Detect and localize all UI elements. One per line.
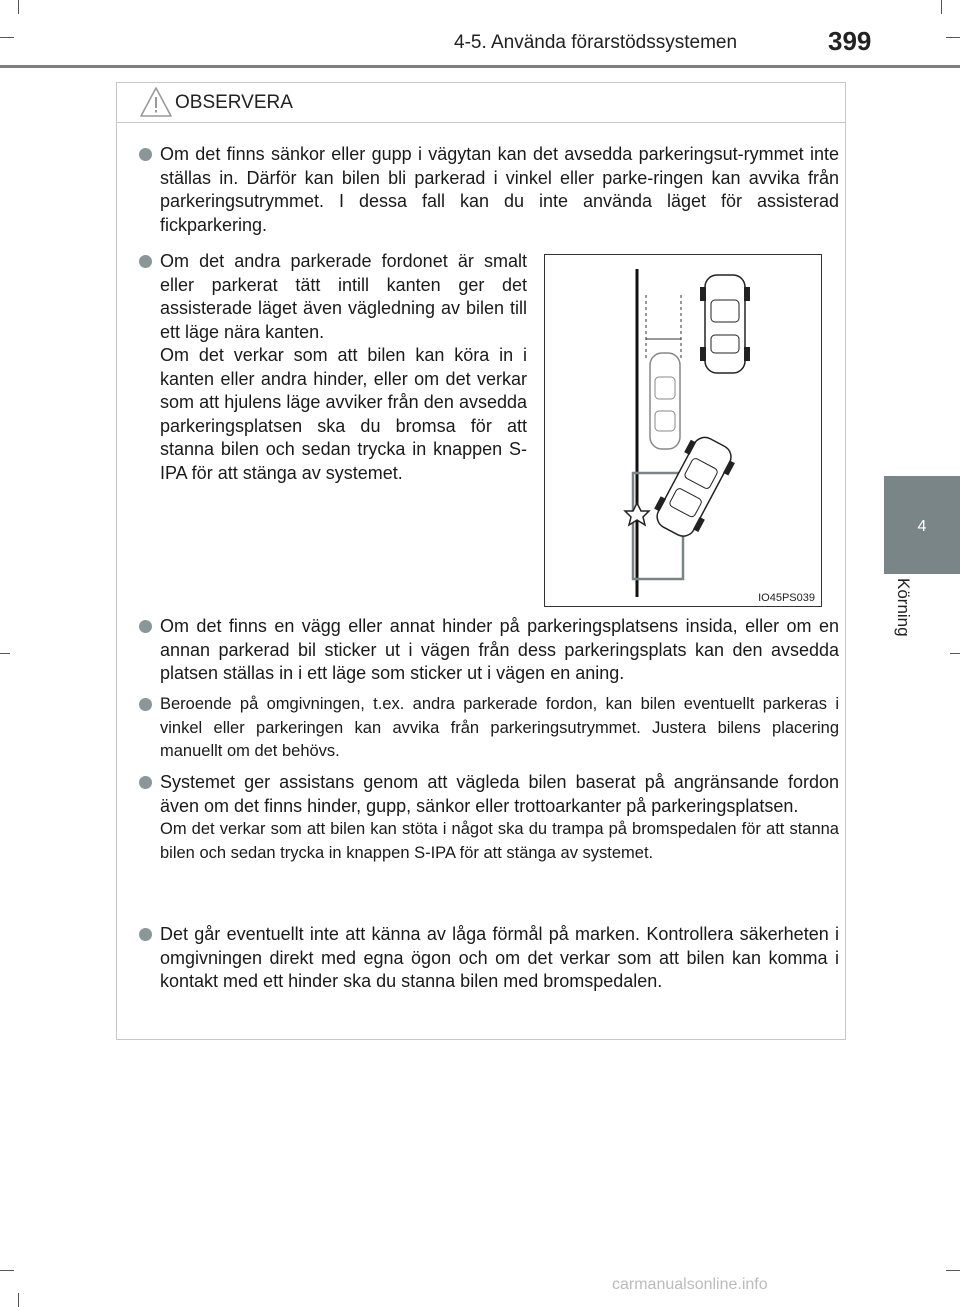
crop-mark	[950, 653, 960, 654]
bullet-icon	[139, 620, 152, 633]
notice-item	[139, 250, 527, 485]
crop-mark	[18, 0, 19, 14]
notice-item	[139, 143, 839, 237]
warning-triangle-icon	[139, 86, 173, 118]
bullet-icon	[139, 698, 152, 711]
crop-mark	[18, 1293, 19, 1307]
chapter-label: Körning	[894, 578, 913, 637]
notice-paragraph: Om det verkar som att bilen kan köra in i kanten eller andra hinder, eller om det verkar som att hjulens läge avviker från den avsedda parkeringsplatsen ska du bromsa för att stanna bilen och sedan trycka in knappen S-IPA för att stänga av systemet.	[160, 345, 527, 483]
notice-paragraph: Om det verkar som att bilen kan stöta i något ska du trampa på bromspedalen för att stanna bilen och sedan trycka in knappen S-IPA för att stänga av systemet.	[160, 820, 839, 862]
parked-car-icon	[650, 353, 680, 449]
bullet-icon	[139, 148, 152, 161]
crop-mark	[946, 37, 960, 38]
page-number: 399	[828, 26, 872, 56]
bullet-icon	[139, 255, 152, 268]
section-title: 4-5. Använda förarstödssystemen	[454, 32, 738, 53]
notice-title: OBSERVERA	[175, 92, 293, 113]
parking-figure	[544, 254, 822, 607]
crop-mark	[941, 0, 942, 14]
notice-paragraph: Om det finns en vägg eller annat hinder på parkeringsplatsens insida, eller om en annan parkerad bil sticker ut i vägen från dess parkeringsplats kan den avsedda platsen ställas in i ett läge som sticker ut i vägen en aning.	[160, 616, 839, 683]
notice-divider	[117, 122, 845, 123]
notice-item	[139, 771, 839, 865]
notice-paragraph: Systemet ger assistans genom att vägleda bilen baserat på angränsande fordon även om det finns hinder, gupp, sänkor eller trottoarkanter på parkeringsplatsen.	[160, 772, 839, 816]
bullet-icon	[139, 928, 152, 941]
crop-mark	[946, 1270, 960, 1271]
crop-mark	[0, 37, 14, 38]
chapter-number: 4	[917, 518, 927, 535]
notice-item	[139, 923, 839, 994]
watermark: carmanualsonline.info	[612, 1276, 768, 1293]
chapter-tab	[884, 476, 960, 574]
parked-car-icon	[700, 275, 750, 373]
notice-paragraph: Beroende på omgivningen, t.ex. andra parkerade fordon, kan bilen eventuellt parkeras i vinkel eller parkeringen kan avvika från parkeringsutrymmet. Justera bilens placering manuellt om det behövs.	[160, 695, 839, 760]
notice-paragraph: Det går eventuellt inte att känna av låga förmål på marken. Kontrollera säkerheten i omgivningen direkt med egna ögon och om det verkar som att bilen kan komma i kontakt med ett hinder ska du stanna bilen med bromspedalen.	[160, 924, 839, 991]
crop-mark	[0, 1270, 14, 1271]
crop-mark	[0, 653, 10, 654]
bullet-icon	[139, 776, 152, 789]
notice-item	[139, 615, 839, 686]
notice-paragraph: Om det finns sänkor eller gupp i vägytan kan det avsedda parkeringsut-rymmet inte ställas in. Därför kan bilen bli parkerad i vinkel eller parke-ringen kan avvika från parkeringsutrymmet. I dessa fall kan du inte använda läget för assisterad fickparkering.	[160, 144, 839, 235]
parking-illustration	[545, 255, 821, 606]
figure-code: IO45PS039	[758, 592, 815, 604]
notice-paragraph: Om det andra parkerade fordonet är smalt eller parkerat tätt intill kanten ger det assisterade läget även vägledning av bilen till ett läge nära kanten.	[160, 251, 527, 342]
notice-item	[139, 693, 839, 764]
notice-box	[116, 82, 846, 1040]
header-rule	[0, 65, 960, 68]
